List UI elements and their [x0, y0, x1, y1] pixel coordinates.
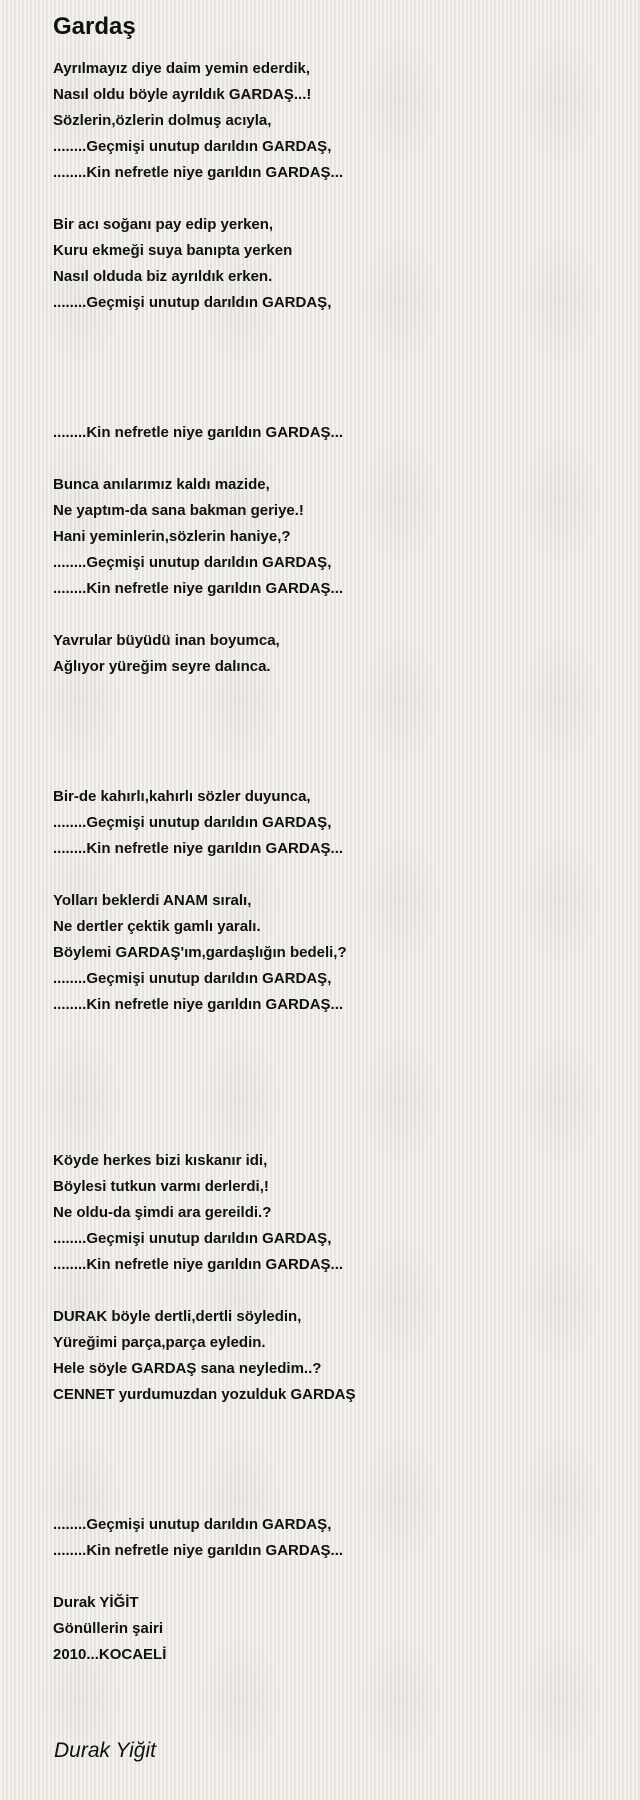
poem-line: Bir acı soğanı pay edip yerken, — [53, 216, 274, 233]
poem-line: Ayrılmayız diye daim yemin ederdik, — [53, 60, 311, 77]
poem-line: Ne oldu-da şimdi ara gereildi.? — [53, 1204, 272, 1221]
poem-line: Böylemi GARDAŞ'ım,gardaşlığın bedeli,? — [53, 944, 347, 961]
poem-line: Gönüllerin şairi — [53, 1620, 164, 1637]
poem-line: DURAK böyle dertli,dertli söyledin, — [53, 1308, 302, 1325]
poem-line: ........Geçmişi unutup darıldın GARDAŞ, — [53, 814, 332, 831]
poem-line: ........Kin nefretle niye garıldın GARDAŞ... — [53, 1256, 344, 1273]
poem-body — [53, 56, 613, 1668]
poem-line: Nasıl olduda biz ayrıldık erken. — [53, 268, 273, 285]
poem-line: Durak YİĞİT — [53, 1594, 139, 1611]
poem-blank-line — [53, 1278, 613, 1304]
poem-blank-line — [53, 1486, 613, 1512]
poem-blank-line — [53, 758, 613, 784]
poem-line: ........Geçmişi unutup darıldın GARDAŞ, — [53, 1230, 332, 1247]
poem-blank-line — [53, 1018, 613, 1044]
poem-line: CENNET yurdumuzdan yozulduk GARDAŞ — [53, 1386, 356, 1403]
poem-line: ........Geçmişi unutup darıldın GARDAŞ, — [53, 970, 332, 987]
poem-line: Böylesi tutkun varmı derlerdi,! — [53, 1178, 269, 1195]
poem-blank-line — [53, 706, 613, 732]
poem-line: Bir-de kahırlı,kahırlı sözler duyunca, — [53, 788, 311, 805]
poem-line: 2010...KOCAELİ — [53, 1646, 167, 1663]
poem-line: Ne dertler çektik gamlı yaralı. — [53, 918, 261, 935]
poem-blank-line — [53, 1408, 613, 1434]
poem-blank-line — [53, 394, 613, 420]
poem-line: Bunca anılarımız kaldı mazide, — [53, 476, 270, 493]
poem-blank-line — [53, 1434, 613, 1460]
poem-line: Sözlerin,özlerin dolmuş acıyla, — [53, 112, 272, 129]
poem-line: ........Kin nefretle niye garıldın GARDAŞ... — [53, 996, 344, 1013]
poem-line: Köyde herkes bizi kıskanır idi, — [53, 1152, 268, 1169]
author-signature: Durak Yiğit — [54, 1739, 156, 1762]
poem-line: Ne yaptım-da sana bakman geriye.! — [53, 502, 304, 519]
poem-blank-line — [53, 732, 613, 758]
poem-blank-line — [53, 1564, 613, 1590]
poem-blank-line — [53, 1122, 613, 1148]
poem-blank-line — [53, 862, 613, 888]
poem-line: Kuru ekmeği suya banıpta yerken — [53, 242, 293, 259]
poem-line: ........Kin nefretle niye garıldın GARDAŞ... — [53, 424, 344, 441]
poem-blank-line — [53, 342, 613, 368]
poem-line: Hani yeminlerin,sözlerin haniye,? — [53, 528, 291, 545]
poem-line: ........Geçmişi unutup darıldın GARDAŞ, — [53, 294, 332, 311]
poem-blank-line — [53, 368, 613, 394]
poem-blank-line — [53, 1044, 613, 1070]
poem-blank-line — [53, 446, 613, 472]
poem-line: Yüreğimi parça,parça eyledin. — [53, 1334, 266, 1351]
poem-line: ........Geçmişi unutup darıldın GARDAŞ, — [53, 1516, 332, 1533]
poem-line: Nasıl oldu böyle ayrıldık GARDAŞ...! — [53, 86, 312, 103]
poem-line: ........Kin nefretle niye garıldın GARDAŞ... — [53, 1542, 344, 1559]
poem-blank-line — [53, 602, 613, 628]
poem-blank-line — [53, 1096, 613, 1122]
poem-blank-line — [53, 1070, 613, 1096]
poem-title: Gardaş — [53, 13, 136, 40]
poem-line: Hele söyle GARDAŞ sana neyledim..? — [53, 1360, 322, 1377]
poem-line: Yolları beklerdi ANAM sıralı, — [53, 892, 252, 909]
poem-blank-line — [53, 186, 613, 212]
poem-line: ........Kin nefretle niye garıldın GARDAŞ... — [53, 164, 344, 181]
poem-line: ........Kin nefretle niye garıldın GARDAŞ... — [53, 580, 344, 597]
poem-page — [53, 12, 613, 1668]
poem-blank-line — [53, 1460, 613, 1486]
poem-line: ........Geçmişi unutup darıldın GARDAŞ, — [53, 138, 332, 155]
poem-line: ........Geçmişi unutup darıldın GARDAŞ, — [53, 554, 332, 571]
poem-blank-line — [53, 680, 613, 706]
poem-line: Yavrular büyüdü inan boyumca, — [53, 632, 280, 649]
poem-line: Ağlıyor yüreğim seyre dalınca. — [53, 658, 271, 675]
poem-blank-line — [53, 316, 613, 342]
poem-line: ........Kin nefretle niye garıldın GARDAŞ... — [53, 840, 344, 857]
